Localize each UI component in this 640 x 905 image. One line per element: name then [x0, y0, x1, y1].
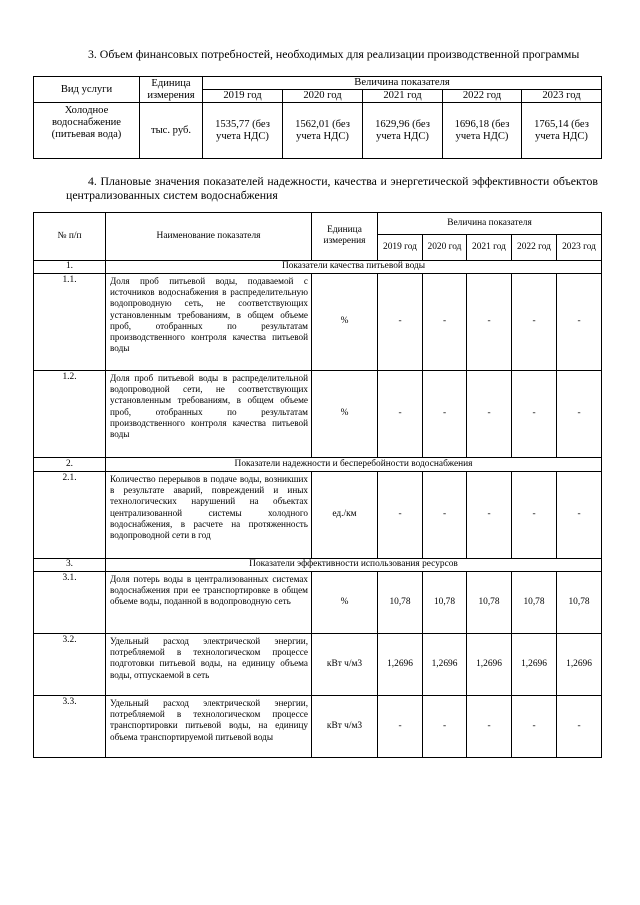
row-value: 10,78	[423, 572, 467, 634]
row-value: -	[557, 472, 602, 559]
header-unit: Единица измерения	[140, 77, 203, 103]
row-value: -	[423, 371, 467, 458]
row-name: Доля потерь воды в централизованных системах водоснабжения при ее транспортировке в общем объеме воды, поданной в водопроводную сеть	[106, 572, 312, 634]
header-year: 2023 год	[522, 90, 602, 103]
row-name: Удельный расход электрической энергии, потребляемой в технологическом процессе подготовки питьевой воды, на единицу объема воды, отпускаемой в сеть	[106, 634, 312, 696]
row-value: -	[557, 371, 602, 458]
row-value: -	[467, 274, 512, 371]
row-value: -	[423, 274, 467, 371]
row-value: 1,2696	[467, 634, 512, 696]
section4-heading	[66, 174, 598, 202]
row-value: 1,2696	[557, 634, 602, 696]
header-year: 2020 год	[423, 235, 467, 261]
row-unit: ед./км	[312, 472, 378, 559]
row-value: -	[467, 371, 512, 458]
header-value: Величина показателя	[203, 77, 602, 90]
row-value: -	[467, 696, 512, 758]
row-value: -	[557, 696, 602, 758]
row-unit: тыс. руб.	[140, 103, 203, 159]
row-value: -	[378, 696, 423, 758]
header-year: 2021 год	[467, 235, 512, 261]
header-year: 2022 год	[443, 90, 522, 103]
header-year: 2022 год	[512, 235, 557, 261]
row-value: -	[423, 472, 467, 559]
row-name: Доля проб питьевой воды, подаваемой с источников водоснабжения в распределительную водопроводную сеть, не соответствующих установленным требованиям, в общем объеме проб, отобранных по результатам производственного контроля качества питьевой воды	[106, 274, 312, 371]
row-number: 3.1.	[34, 572, 106, 634]
row-number: 1.1.	[34, 274, 106, 371]
row-value: -	[512, 371, 557, 458]
row-unit: %	[312, 572, 378, 634]
row-value: 1535,77 (без учета НДС)	[203, 103, 283, 159]
row-value: -	[512, 472, 557, 559]
row-name: Количество перерывов в подаче воды, возникших в результате аварий, повреждений и иных технологических нарушений на объектах централизованной системы холодного водоснабжения, в расчете на протяженность водопроводной сети в год	[106, 472, 312, 559]
row-value: 10,78	[378, 572, 423, 634]
row-number: 3.3.	[34, 696, 106, 758]
row-value: 1629,96 (без учета НДС)	[363, 103, 443, 159]
row-value: 1696,18 (без учета НДС)	[443, 103, 522, 159]
section4-heading-text: 4. Плановые значения показателей надежности, качества и энергетической эффективности объектов централизованных систем водоснабжения	[66, 174, 598, 202]
row-value: -	[467, 472, 512, 559]
section3-heading-text: 3. Объем финансовых потребностей, необходимых для реализации производственной программы	[88, 47, 580, 61]
row-value: 10,78	[557, 572, 602, 634]
header-year: 2019 год	[378, 235, 423, 261]
row-value: 10,78	[467, 572, 512, 634]
row-value: -	[512, 274, 557, 371]
row-value: 10,78	[512, 572, 557, 634]
row-unit: %	[312, 274, 378, 371]
row-value: -	[423, 696, 467, 758]
row-unit: кВт ч/м3	[312, 634, 378, 696]
section-title: Показатели эффективности использования ресурсов	[106, 559, 602, 572]
row-value: 1765,14 (без учета НДС)	[522, 103, 602, 159]
row-value: -	[378, 371, 423, 458]
row-value: -	[378, 274, 423, 371]
section-number: 2.	[34, 458, 106, 472]
row-number: 3.2.	[34, 634, 106, 696]
header-year: 2021 год	[363, 90, 443, 103]
section-number: 3.	[34, 559, 106, 572]
indicators-table	[33, 212, 602, 758]
header-unit: Единица измерения	[312, 213, 378, 261]
header-name: Наименование показателя	[106, 213, 312, 261]
header-year: 2020 год	[283, 90, 363, 103]
row-value: 1562,01 (без учета НДС)	[283, 103, 363, 159]
section-title: Показатели качества питьевой воды	[106, 261, 602, 274]
row-service: Холодное водоснабжение (питьевая вода)	[34, 103, 140, 159]
row-value: -	[512, 696, 557, 758]
financial-needs-table	[33, 76, 602, 159]
row-unit: кВт ч/м3	[312, 696, 378, 758]
row-value: 1,2696	[423, 634, 467, 696]
row-value: -	[378, 472, 423, 559]
header-year: 2023 год	[557, 235, 602, 261]
header-value: Величина показателя	[378, 213, 602, 235]
row-value: -	[557, 274, 602, 371]
row-name: Удельный расход электрической энергии, потребляемой в технологическом процессе транспортировки питьевой воды, на единицу объема транспортируемой питьевой воды	[106, 696, 312, 758]
header-year: 2019 год	[203, 90, 283, 103]
row-value: 1,2696	[512, 634, 557, 696]
row-value: 1,2696	[378, 634, 423, 696]
row-unit: %	[312, 371, 378, 458]
row-number: 2.1.	[34, 472, 106, 559]
section-number: 1.	[34, 261, 106, 274]
section3-heading	[66, 47, 598, 61]
header-service: Вид услуги	[34, 77, 140, 103]
row-number: 1.2.	[34, 371, 106, 458]
row-name: Доля проб питьевой воды в распределительной водопроводной сети, не соответствующих установленным требованиям, в общем объеме проб, отобранных по результатам производственного контроля качества питьевой воды	[106, 371, 312, 458]
header-num: № п/п	[34, 213, 106, 261]
section-title: Показатели надежности и бесперебойности водоснабжения	[106, 458, 602, 472]
